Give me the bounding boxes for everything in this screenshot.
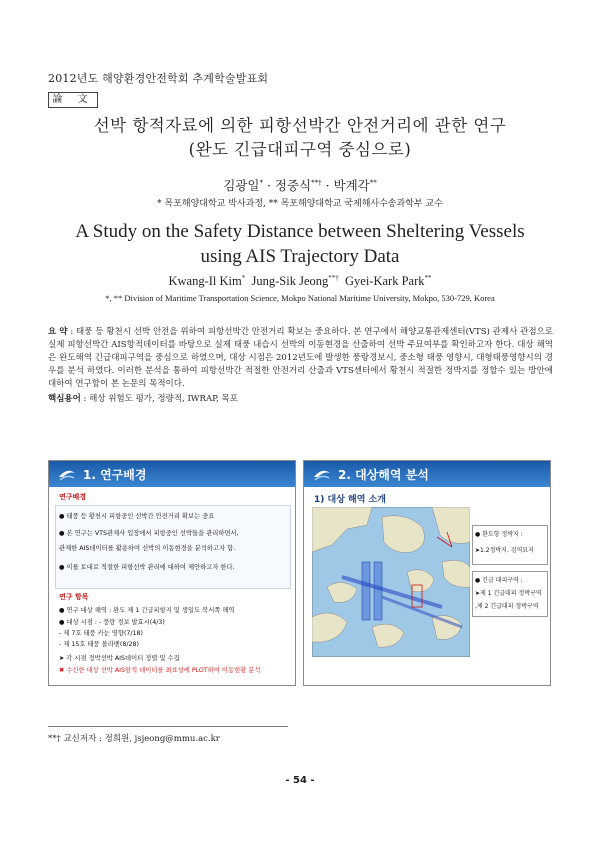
slide2-subtitle: 1) 대상 해역 소개 <box>314 495 386 505</box>
authors-ko <box>0 176 600 194</box>
abstract-text: : 태풍 등 황천시 선박 안전을 위하여 피항선박간 안전거리 확보는 중요하다. 본 연구에서 해양교통관제센터(VTS) 관제사 관점으로 실제 피항선박간 AIS항적데이터를 바탕으로 실제 태풍 내습시 선박의 이동현경을 산출하여 선박 주묘여부를 확인하고자 한다. 대상 해역은 완도해역 긴급대피구역을 중심으로 하였으며, 대상 시점은 2012년도에 발생한 풍랑경보시, 중소형 태풍 영향시, 대형태풍영향시의 경우를 분석 하였다. 이러한 분석을 통하여 피항선박간 적절한 안전거리 산출과 VTS센터에서 황천시 적절한 정박지를 정할수 있는 방안에 대하여 연구함이 본 논문의 목적이다. <box>48 327 553 389</box>
university-logo-icon <box>312 465 332 483</box>
authors-en <box>0 274 600 289</box>
author-ko-2-sup: **† <box>311 178 322 187</box>
slide-research-background <box>48 460 296 686</box>
slide1-line2: ● 본 연구는 VTS관제사 입장에서 피항중인 선박들을 관리하면서, <box>59 530 239 537</box>
slide1-item1: ● 연구 대상 해역 : 완도 제 1 긴급피항지 및 생일도 북서쪽 해역 <box>59 607 235 614</box>
title-en-line2: using AIS Trajectory Data <box>200 246 400 267</box>
slide2-legend2: ➤1.2정박지. 검역묘지 <box>475 547 534 554</box>
target-area-map <box>312 507 470 657</box>
university-logo-icon <box>57 465 77 483</box>
author-ko-2: 정중식 <box>274 178 312 193</box>
article-type-tag: 論 文 <box>48 92 98 108</box>
author-en-3-sup: ** <box>424 274 432 282</box>
abstract <box>48 326 553 391</box>
conference-header: 2012년도 해양환경안전학회 추계학술발표회 <box>48 72 269 85</box>
corresponding-author-footnote: **† 교신저자 : 정희원, jsjeong@mmu.ac.kr <box>48 734 220 744</box>
title-ko-line1: 선박 항적자료에 의한 피항선박간 안전거리에 관한 연구 <box>93 116 507 135</box>
slide1-item3: - 제 7호 태풍 카눈 영향(7/18) <box>59 630 144 637</box>
slide2-title: 2. 대상해역 분석 <box>338 468 429 482</box>
slide1-header <box>49 461 295 487</box>
slide2-legend3: ● 긴급 대피구역 : <box>475 577 523 584</box>
author-en-3: Gyei-Kark Park <box>345 274 425 289</box>
slide2-header <box>304 461 550 487</box>
keywords <box>48 392 238 404</box>
slide1-section2-label: 연구 항목 <box>59 593 89 601</box>
slide1-line1: ● 태풍 등 황천시 피항중인 선박간 안전거리 확보는 중요 <box>59 513 215 520</box>
author-ko-1: 김광일 <box>223 178 260 193</box>
author-en-1-sup: * <box>241 274 246 282</box>
abstract-label: 요 약 <box>48 327 68 337</box>
author-en-1: Kwang-Il Kim <box>168 274 242 289</box>
footnote-rule <box>48 726 288 727</box>
slide1-item5: ➤ 각 시점 정박선박 AIS데이터 정렬 및 수집 <box>59 655 180 662</box>
author-en-2-sup: **† <box>328 274 339 282</box>
slide1-item4: - 제 15호 태풍 볼라벤(8/28) <box>59 641 139 648</box>
page-number: - 54 - <box>285 775 315 786</box>
author-en-2: Jung-Sik Jeong <box>251 274 329 289</box>
keywords-text: : 해상 위험도 평가, 정량적, IWRAP, 목포 <box>80 394 238 404</box>
author-ko-3: 박계각 <box>333 178 370 193</box>
slide1-section1-label: 연구배경 <box>59 493 87 501</box>
keywords-label: 핵심용어 <box>48 394 81 404</box>
author-ko-sep1: · <box>262 178 275 193</box>
slide2-legend1: ● 완도항 정박지 : <box>475 531 523 538</box>
title-ko-line2: (완도 긴급대피구역 중심으로) <box>188 140 412 159</box>
slide2-legend4: ➤제 1 긴급대피 정박구역 <box>475 590 542 597</box>
slide1-item6: ✖ 수신한 대상 선박 AIS항적 데이터를 최표상에 PLOT하여 이동현황 분석 <box>59 667 261 674</box>
author-ko-1-sup: * <box>259 178 263 187</box>
affiliation-en: *, ** Division of Maritime Transportation Science, Mokpo National Maritime University, Mokpo, 530-729, Korea <box>105 293 495 303</box>
slide-target-area <box>303 460 551 686</box>
slide1-title: 1. 연구배경 <box>83 468 147 482</box>
title-en-line1: A Study on the Safety Distance between Sheltering Vessels <box>75 221 525 242</box>
slide1-line3: 관제한 AIS데이터를 활용하여 선박의 이동현경을 분석하고자 함. <box>59 545 236 552</box>
author-ko-sep2: · <box>321 178 334 193</box>
slide1-item2: ● 대상 시점 : - 풍랑 경보 발효시(4/3) <box>59 619 165 626</box>
slide1-line4: ● 이를 토대로 적절한 피항선박 관리에 대하여 제안하고자 한다. <box>59 564 235 571</box>
author-ko-3-sup: ** <box>369 178 377 187</box>
slide2-legend5: ,제 2 긴급대피 정박구역 <box>475 603 539 610</box>
affiliation-ko: * 목포해양대학교 박사과정, ** 목포해양대학교 국제해사수송과학부 교수 <box>157 199 443 209</box>
